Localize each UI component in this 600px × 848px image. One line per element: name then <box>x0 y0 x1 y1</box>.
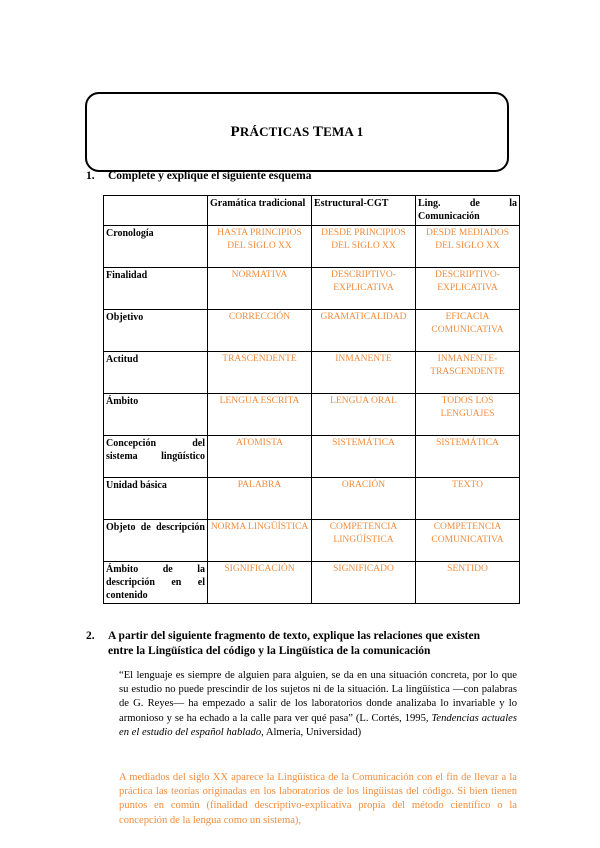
cell-value: LENGUA ESCRITA <box>208 394 312 436</box>
cell-value: DESDE MEDIADOS DEL SIGLO XX <box>416 226 520 268</box>
header-estructural: Estructural-CGT <box>312 196 416 226</box>
table-row <box>104 352 520 394</box>
table-row <box>104 226 520 268</box>
table-header-row <box>104 196 520 226</box>
cell-value: INMANENTE-TRASCENDENTE <box>416 352 520 394</box>
row-label: Cronología <box>104 226 208 268</box>
row-label: Finalidad <box>104 268 208 310</box>
cell-value: GRAMATICALIDAD <box>312 310 416 352</box>
row-label: Concepción del sistema lingüístico <box>104 436 208 478</box>
cell-value: TRASCENDENTE <box>208 352 312 394</box>
cell-value: NORMA LINGÜÍSTICA <box>208 520 312 562</box>
cell-value: DESCRIPTIVO-EXPLICATIVA <box>312 268 416 310</box>
schema-table <box>103 195 520 604</box>
row-label: Ámbito <box>104 394 208 436</box>
cell-value: COMPETENCIA LINGÜÍSTICA <box>312 520 416 562</box>
quote-book-title: Tendencias actuales en el estudio del español hablado <box>119 712 517 738</box>
title-rest-2: EMA 1 <box>323 123 364 139</box>
cell-value: ORACIÓN <box>312 478 416 520</box>
quote-paragraph <box>119 669 517 740</box>
cell-value: SISTEMÁTICA <box>416 436 520 478</box>
table-row <box>104 436 520 478</box>
question-1 <box>86 169 311 184</box>
cell-value: TEXTO <box>416 478 520 520</box>
cell-value: SIGNIFICADO <box>312 562 416 604</box>
row-label: Objeto de descripción <box>104 520 208 562</box>
table-row <box>104 520 520 562</box>
table-row <box>104 268 520 310</box>
row-label: Unidad básica <box>104 478 208 520</box>
question-2 <box>86 629 516 659</box>
cell-value: LENGUA ORAL <box>312 394 416 436</box>
row-label: Actitud <box>104 352 208 394</box>
cell-value: HASTA PRINCIPIOS DEL SIGLO XX <box>208 226 312 268</box>
row-label: Ámbito de la descripción en el contenido <box>104 562 208 604</box>
table-row <box>104 394 520 436</box>
cell-value: SISTEMÁTICA <box>312 436 416 478</box>
cell-value: SIGNIFICACIÓN <box>208 562 312 604</box>
cell-value: TODOS LOS LENGUAJES <box>416 394 520 436</box>
cell-value: CORRECCIÓN <box>208 310 312 352</box>
header-ling-comunicacion: Ling. de la Comunicación <box>416 196 520 226</box>
cell-value: ATOMISTA <box>208 436 312 478</box>
question-number: 1. <box>86 170 95 182</box>
title-box <box>85 92 509 172</box>
title-initial-2: T <box>312 123 324 140</box>
title-initial: P <box>230 123 240 140</box>
quote-citation-tail: , Almería, Universidad) <box>261 726 362 738</box>
cell-value: DESDE PRINCIPIOS DEL SIGLO XX <box>312 226 416 268</box>
table-row <box>104 310 520 352</box>
header-gramatica: Gramática tradicional <box>208 196 312 226</box>
question-text: Complete y explique el siguiente esquema <box>108 170 312 182</box>
cell-value: COMPETENCIA COMUNICATIVA <box>416 520 520 562</box>
table-row <box>104 478 520 520</box>
cell-value: DESCRIPTIVO-EXPLICATIVA <box>416 268 520 310</box>
question-number: 2. <box>86 630 95 642</box>
header-empty <box>104 196 208 226</box>
title-rest: RÁCTICAS <box>239 123 313 139</box>
cell-value: PALABRA <box>208 478 312 520</box>
question-text-line2: entre la Lingüística del código y la Lingüística de la comunicación <box>108 645 431 657</box>
question-text-line1: A partir del siguiente fragmento de texto, explique las relaciones que existen <box>108 630 481 642</box>
table-row <box>104 562 520 604</box>
quote-text: “El lenguaje es siempre de alguien para alguien, se da en una situación concreta, por lo que su estudio no puede prescindir de los sujetos ni de la situación. La lingüística —con palabras de G. Reyes— ha empezado a salir de los laboratorios donde analizaba lo invariable y lo armonioso y se ha echado a la calle para ver qué pasa” (L. Cortés, 1995, <box>119 670 517 724</box>
page-title <box>231 124 364 141</box>
cell-value: EFICACIA COMUNICATIVA <box>416 310 520 352</box>
cell-value: NORMATIVA <box>208 268 312 310</box>
cell-value: INMANENTE <box>312 352 416 394</box>
row-label: Objetivo <box>104 310 208 352</box>
answer-paragraph: A mediados del siglo XX aparece la Lingüística de la Comunicación con el fin de llevar a la práctica las teorías originadas en los laboratorios de los lingüistas del código. Si bien tienen puntos en común (finalidad descriptivo-explicativa propia del método científico o la concepción de la lengua como un sistema), <box>119 772 517 826</box>
cell-value: SENTIDO <box>416 562 520 604</box>
